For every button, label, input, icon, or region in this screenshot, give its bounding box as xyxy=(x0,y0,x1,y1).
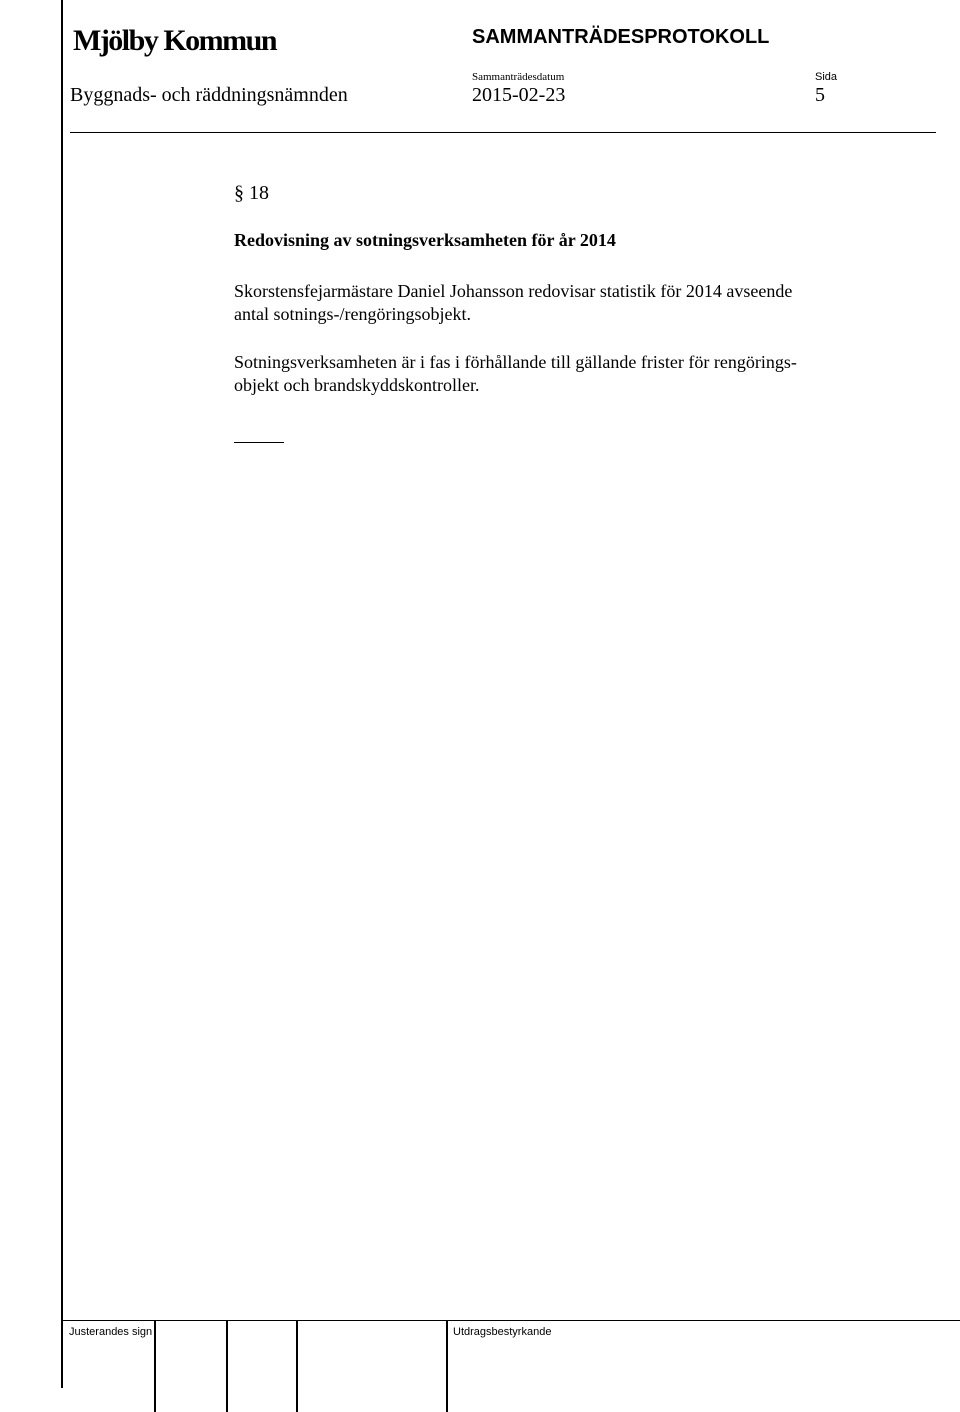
signature-label: Justerandes sign xyxy=(69,1326,153,1338)
signature-box-divider xyxy=(296,1320,298,1412)
signature-box-divider xyxy=(226,1320,228,1412)
signature-box-divider xyxy=(154,1320,156,1412)
page-label: Sida xyxy=(815,71,838,83)
signature-box-divider xyxy=(446,1320,448,1412)
footer-divider xyxy=(61,1320,960,1321)
left-margin-rule xyxy=(61,0,63,1388)
committee-name: Byggnads- och räddningsnämnden xyxy=(70,84,348,106)
body-line: Sotningsverksamheten är i fas i förhållande till gällande frister för rengörings- xyxy=(234,352,797,372)
date-label: Sammanträdesdatum xyxy=(472,71,565,83)
body-line: Skorstensfejarmästare Daniel Johansson redovisar statistik för 2014 avseende xyxy=(234,281,793,301)
page-number: 5 xyxy=(815,84,825,106)
meeting-date: 2015-02-23 xyxy=(472,84,566,106)
organization-logo-text: Mjölby Kommun xyxy=(73,24,277,57)
document-type-title: SAMMANTRÄDESPROTOKOLL xyxy=(472,26,770,48)
item-heading: Redovisning av sotningsverksamheten för år 2014 xyxy=(234,230,616,250)
body-line: antal sotnings-/rengöringsobjekt. xyxy=(234,304,471,324)
body-line: objekt och brandskyddskontroller. xyxy=(234,375,480,395)
certification-label: Utdragsbestyrkande xyxy=(453,1326,552,1338)
body-paragraph-1 xyxy=(234,280,792,326)
body-paragraph-2 xyxy=(234,351,797,397)
header-divider xyxy=(70,132,936,133)
section-end-mark xyxy=(234,442,284,443)
paragraph-reference: § 18 xyxy=(234,182,269,204)
